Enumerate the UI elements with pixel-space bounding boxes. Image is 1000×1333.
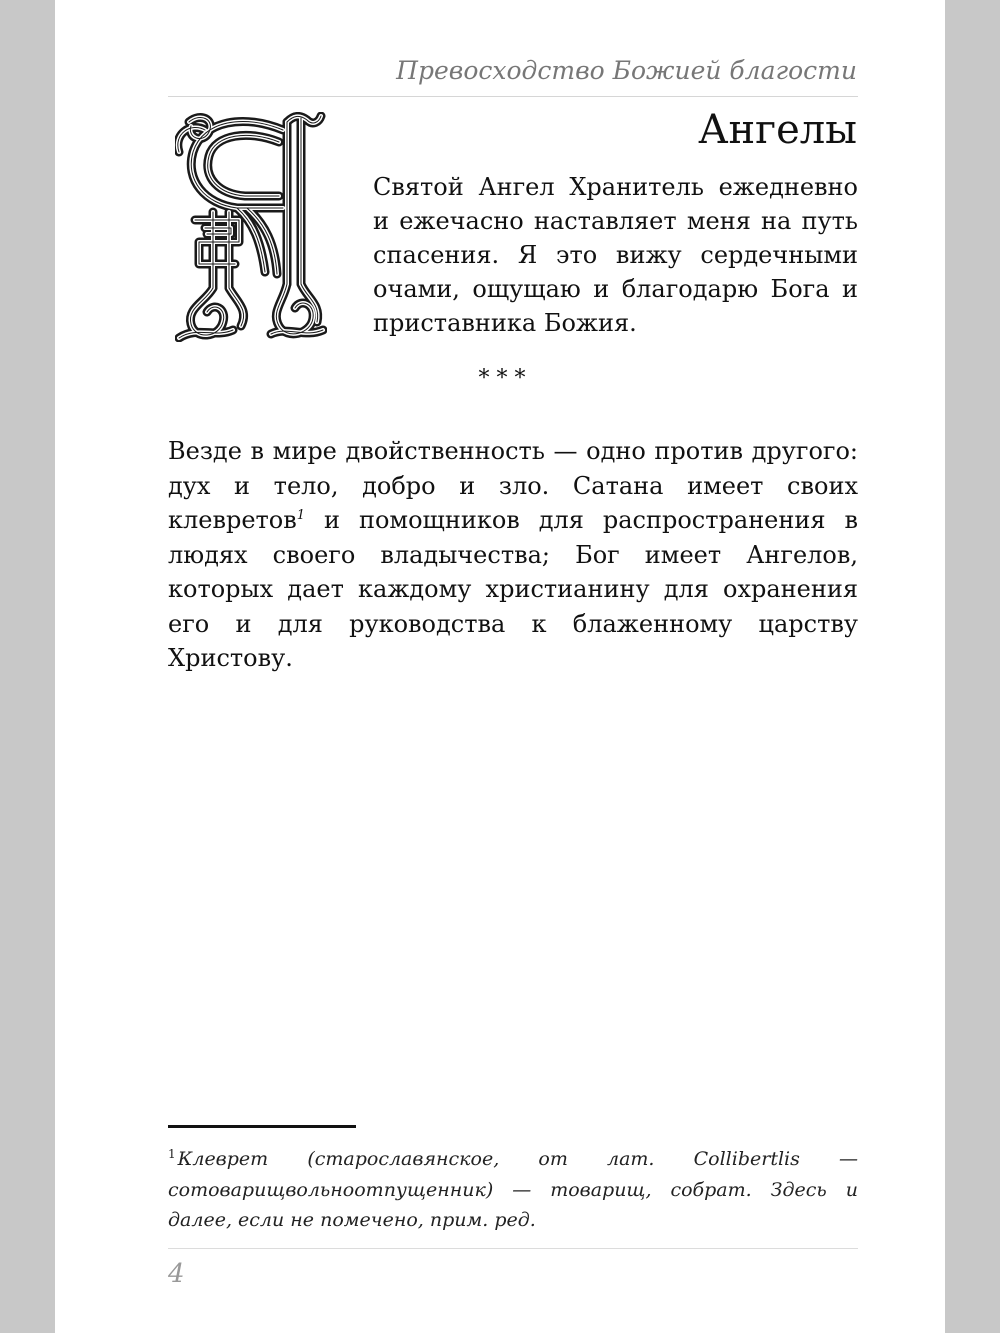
footnote-reference[interactable]: 1	[296, 508, 306, 523]
footer-divider	[168, 1248, 858, 1249]
intro-paragraph: Святой Ангел Хранитель ежедневно и ежечасно наставляет меня на путь спасения. Я это вижу сердечными очами, ощущаю и благодарю Бога и приставника Божия.	[373, 173, 858, 337]
section-separator: * * *	[478, 366, 526, 391]
body-text-part-2: и помощников для распространения в людях своего владычества; Бог имеет Ангелов, которых дает каждому христианину для охранения его и для руководства к блаженному царству Христову.	[168, 506, 858, 672]
footnote-text: Клеврет (старославянское, от лат. Collibertlis — сотоварищвольноотпущенник) — товарищ, собрат. Здесь и далее, если не помечено, прим. ред.	[168, 1148, 858, 1231]
body-text-part-1: Везде в мире двойственность — одно против другого: дух и тело, добро и зло. Сатана имеет своих клевретов	[168, 437, 858, 534]
body-paragraph	[168, 434, 858, 676]
ornamental-initial-ya-icon	[175, 112, 327, 342]
footnote	[168, 1144, 858, 1236]
footnote-mark: 1	[168, 1146, 176, 1161]
chapter-title: Ангелы	[698, 107, 857, 153]
running-head: Превосходство Божией благости	[396, 56, 857, 85]
book-page	[55, 0, 945, 1333]
footnote-divider	[168, 1125, 356, 1128]
header-divider	[168, 96, 858, 97]
page-number: 4	[168, 1259, 185, 1289]
